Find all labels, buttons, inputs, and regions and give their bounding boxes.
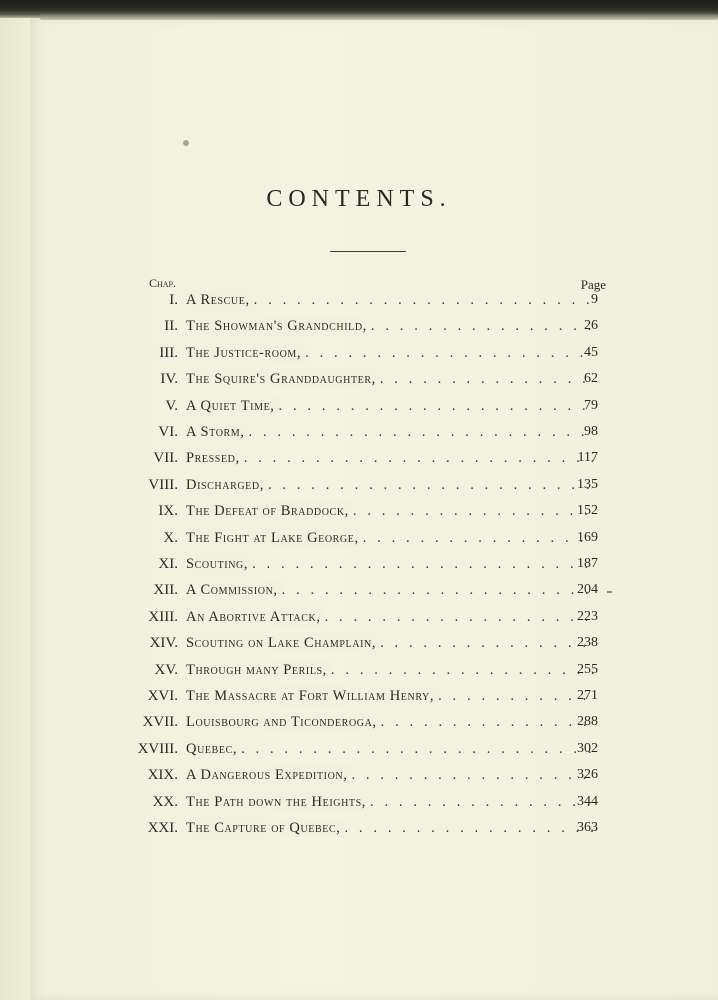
chapter-title: Scouting on Lake Champlain, bbox=[186, 633, 380, 653]
page-number: 135 bbox=[577, 476, 598, 492]
toc-entry bbox=[0, 792, 718, 818]
chapter-title-line bbox=[186, 792, 594, 812]
chapter-title-line bbox=[186, 343, 594, 363]
chapter-title: The Defeat of Braddock, bbox=[186, 501, 353, 521]
chapter-number: XIII. bbox=[148, 608, 178, 625]
chapter-number: XV. bbox=[154, 661, 178, 678]
paper-speck bbox=[183, 140, 189, 146]
toc-entry bbox=[0, 369, 718, 395]
chapter-title-line bbox=[186, 396, 594, 416]
page-number: 98 bbox=[584, 424, 598, 439]
chapter-title: A Quiet Time, bbox=[186, 396, 279, 416]
page-number: 79 bbox=[584, 397, 598, 413]
heading-rule bbox=[330, 251, 406, 252]
chapter-number: XX. bbox=[152, 793, 178, 810]
chapter-number: II. bbox=[164, 318, 178, 335]
chapter-title: A Storm, bbox=[186, 422, 249, 442]
page-number: 152 bbox=[577, 503, 598, 519]
chapter-title-line bbox=[186, 501, 594, 521]
chapter-title-line bbox=[186, 528, 594, 548]
chapter-title-line bbox=[186, 818, 594, 838]
toc-entry bbox=[0, 712, 718, 738]
chapter-title: Scouting, bbox=[186, 554, 252, 574]
chapter-title: An Abortive Attack, bbox=[186, 607, 325, 627]
chapter-title-line bbox=[186, 369, 594, 389]
chapter-title: The Path down the Heights, bbox=[186, 792, 370, 812]
chapter-number: III. bbox=[159, 344, 178, 361]
page-number: 9 bbox=[591, 292, 598, 307]
chapter-title: The Squire's Granddaughter, bbox=[186, 369, 380, 389]
page-number: 204 bbox=[577, 582, 598, 598]
page-number: 288 bbox=[577, 714, 598, 730]
page-number: 344 bbox=[577, 793, 598, 809]
chapter-title: Discharged, bbox=[186, 475, 268, 495]
chapter-number: XII. bbox=[153, 582, 178, 599]
chapter-title: The Massacre at Fort William Henry, bbox=[186, 686, 438, 706]
chapter-title: Through many Perils, bbox=[186, 660, 331, 680]
chapter-title-line bbox=[186, 422, 594, 442]
chapter-title-line bbox=[186, 448, 594, 468]
page-number: 169 bbox=[577, 529, 598, 545]
toc-entry bbox=[0, 528, 718, 554]
chapter-number: VII. bbox=[153, 450, 178, 467]
chapter-title: Quebec, bbox=[186, 739, 241, 759]
chapter-number: V. bbox=[165, 397, 178, 414]
toc-entry bbox=[0, 633, 718, 659]
chapter-title: The Capture of Quebec, bbox=[186, 818, 344, 838]
page-number: 271 bbox=[577, 688, 598, 703]
chapter-title-line bbox=[186, 607, 594, 627]
toc-entry bbox=[0, 554, 718, 580]
chapter-number: X. bbox=[163, 529, 178, 546]
chapter-number: XIV. bbox=[149, 635, 178, 652]
page-top-lip bbox=[40, 14, 718, 20]
toc-entry bbox=[0, 343, 718, 369]
page-number: 62 bbox=[584, 371, 598, 387]
page-number: 223 bbox=[577, 608, 598, 624]
chapter-number: VI. bbox=[158, 424, 178, 440]
chapter-title: A Commission, bbox=[186, 580, 282, 600]
page-number: 117 bbox=[577, 450, 598, 466]
page-number: 363 bbox=[577, 820, 598, 835]
toc-entry bbox=[0, 290, 718, 316]
chapter-title-line bbox=[186, 580, 594, 600]
chapter-number: XI. bbox=[158, 556, 178, 572]
toc-entry bbox=[0, 501, 718, 527]
chapter-column-label: Chap. bbox=[149, 276, 177, 290]
chapter-title-line bbox=[186, 686, 594, 706]
chapter-title-line bbox=[186, 712, 594, 732]
toc-entry bbox=[0, 607, 718, 633]
chapter-title-line bbox=[186, 475, 594, 495]
chapter-title-line bbox=[186, 290, 594, 310]
page-number: 238 bbox=[577, 635, 598, 651]
chapter-number: VIII. bbox=[148, 476, 178, 493]
page-column-label: Page bbox=[580, 277, 606, 292]
chapter-title-line bbox=[186, 316, 594, 336]
page-number: 302 bbox=[577, 740, 598, 756]
chapter-title: A Dangerous Expedition, bbox=[186, 765, 351, 785]
toc-entry bbox=[0, 422, 718, 448]
contents-heading: CONTENTS. bbox=[266, 186, 452, 212]
chapter-number: XVI. bbox=[147, 688, 178, 704]
chapter-title: The Justice-room, bbox=[186, 343, 305, 363]
chapter-number: IX. bbox=[158, 503, 178, 520]
toc-entry bbox=[0, 686, 718, 712]
page-number: 26 bbox=[584, 318, 598, 334]
chapter-number: XXI. bbox=[147, 820, 178, 836]
toc-entry bbox=[0, 475, 718, 501]
page-number: 45 bbox=[584, 344, 598, 360]
chapter-title-line bbox=[186, 633, 594, 653]
toc-entry bbox=[0, 765, 718, 791]
chapter-title-line bbox=[186, 660, 594, 680]
chapter-title-line bbox=[186, 554, 594, 574]
page-number: 187 bbox=[577, 556, 598, 571]
chapter-number: IV. bbox=[160, 371, 178, 388]
chapter-title-line bbox=[186, 739, 594, 759]
chapter-title: Pressed, bbox=[186, 448, 244, 468]
page-number: 326 bbox=[577, 767, 598, 783]
page-number: 255 bbox=[577, 661, 598, 677]
toc-entry bbox=[0, 396, 718, 422]
chapter-title: The Fight at Lake George, bbox=[186, 528, 363, 548]
chapter-title-line bbox=[186, 765, 594, 785]
toc-entry bbox=[0, 316, 718, 342]
toc-entry bbox=[0, 739, 718, 765]
chapter-number: XVII. bbox=[142, 714, 178, 731]
chapter-title: Louisbourg and Ticonderoga, bbox=[186, 712, 381, 732]
toc-entry bbox=[0, 660, 718, 686]
toc-entry bbox=[0, 448, 718, 474]
chapter-number: I. bbox=[169, 292, 178, 308]
toc-entry bbox=[0, 580, 718, 606]
chapter-number: XIX. bbox=[147, 767, 178, 784]
chapter-title: A Rescue, bbox=[186, 290, 254, 310]
chapter-title: The Showman's Grandchild, bbox=[186, 316, 371, 336]
chapter-number: XVIII. bbox=[137, 740, 178, 757]
toc-entry bbox=[0, 818, 718, 844]
